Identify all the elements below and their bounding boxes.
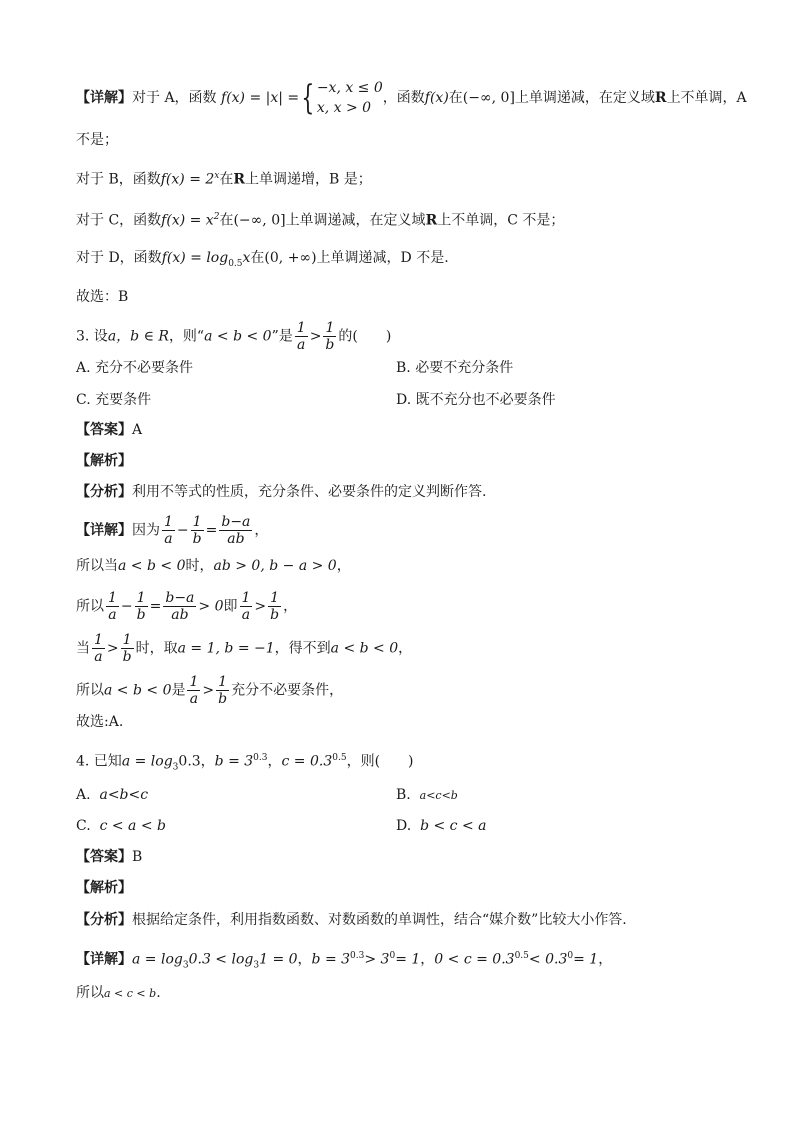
case-brace: { bbox=[301, 78, 315, 118]
q3-option-d: D. 既不充分也不必要条件 bbox=[396, 392, 556, 408]
q3-jiexi-heading: 【解析】 bbox=[76, 453, 132, 469]
q4-detail-line1: 【详解】$a = \log_30.3 < \log_31 = 0$，$b = 3^{0.3}> 3^0= 1$，$0 < c = 0.3^{0.5}< 0.3^0= 1$， bbox=[76, 951, 613, 971]
q4-option-d: D. b < c < a bbox=[396, 818, 487, 834]
q4-jiexi-heading: 【解析】 bbox=[76, 880, 132, 896]
q3-conclusion: 故选:A. bbox=[76, 714, 124, 730]
q2-conclusion: 故选：B bbox=[76, 289, 129, 305]
q2-detail-line1: 【详解】对于 A，函数 f(x) = |x| ={ −x, x ≤ 0 x, x > 0 ，函数f(x)在(−∞, 0]上单调递减，在定义域R上不单调，A bbox=[76, 78, 747, 118]
q4-option-c: C. c < a < b bbox=[76, 818, 166, 834]
q3-detail-line2: 所以当a < b < 0时，ab > 0, b − a > 0， bbox=[76, 558, 351, 574]
q2-detail-line3: 对于 B，函数$f(x) = 2^x$在R上单调递增，B 是； bbox=[76, 171, 372, 188]
q4-analysis: 【分析】根据给定条件，利用指数函数、对数函数的单调性，结合“媒介数”比较大小作答. bbox=[76, 912, 627, 928]
fraction-1-over-a: $\frac{1}{a}$ bbox=[296, 320, 306, 353]
piecewise-cases: −x, x ≤ 0 x, x > 0 bbox=[316, 80, 383, 116]
q3-option-a: A. 充分不必要条件 bbox=[76, 360, 194, 376]
q3-detail-line1: 【详解】因为 $\frac{1}{a}$ − $\frac{1}{b}$ = $\frac{b-a}{ab}$ ， bbox=[76, 514, 269, 547]
q4-detail-line2: 所以a < c < b. bbox=[76, 985, 161, 1001]
q2-detail-line4: 对于 C，函数$f(x) = x^2$在(−∞, 0]上单调递减，在定义域R上不单调，C 不是； bbox=[76, 212, 565, 229]
q3-option-c: C. 充要条件 bbox=[76, 392, 152, 408]
q3-stem: 3. 设a，b ∈ R，则“a < b < 0”是 $\frac{1}{a}$ > $\frac{1}{b}$ 的( ) bbox=[76, 320, 392, 353]
q4-stem: 4. 已知$a = \log_30.3$，$b = 3^{0.3}$，$c = 0.3^{0.5}$，则( ) bbox=[76, 753, 414, 773]
q3-detail-line4: 当 $\frac{1}{a}$ > $\frac{1}{b}$ 时，取a = 1, b = −1，得不到a < b < 0， bbox=[76, 632, 413, 665]
q2-detail-line2: 不是； bbox=[76, 132, 118, 148]
q4-option-b: B. a<c<b bbox=[396, 787, 458, 803]
q4-option-a: A. a<b<c bbox=[76, 787, 149, 803]
q3-detail-line5: 所以a < b < 0是 $\frac{1}{a}$ > $\frac{1}{b}$ 充分不必要条件， bbox=[76, 674, 344, 707]
q2-detail-line5: 对于 D，函数$f(x) = \log_{0.5}x$在(0, +∞)上单调递减，D 不是. bbox=[76, 250, 449, 269]
q3-analysis: 【分析】利用不等式的性质，充分条件、必要条件的定义判断作答. bbox=[76, 484, 487, 500]
q3-detail-line3: 所以 $\frac{1}{a}$ − $\frac{1}{b}$ = $\frac{b-a}{ab}$ > 0即 $\frac{1}{a}$ > $\frac{1}{b}$ ， bbox=[76, 590, 298, 623]
detail-tag: 【详解】 bbox=[76, 90, 132, 106]
q3-answer: 【答案】A bbox=[76, 422, 143, 438]
q4-answer: 【答案】B bbox=[76, 849, 143, 865]
fraction-1-over-b: $\frac{1}{b}$ bbox=[325, 320, 335, 353]
q3-option-b: B. 必要不充分条件 bbox=[396, 360, 514, 376]
